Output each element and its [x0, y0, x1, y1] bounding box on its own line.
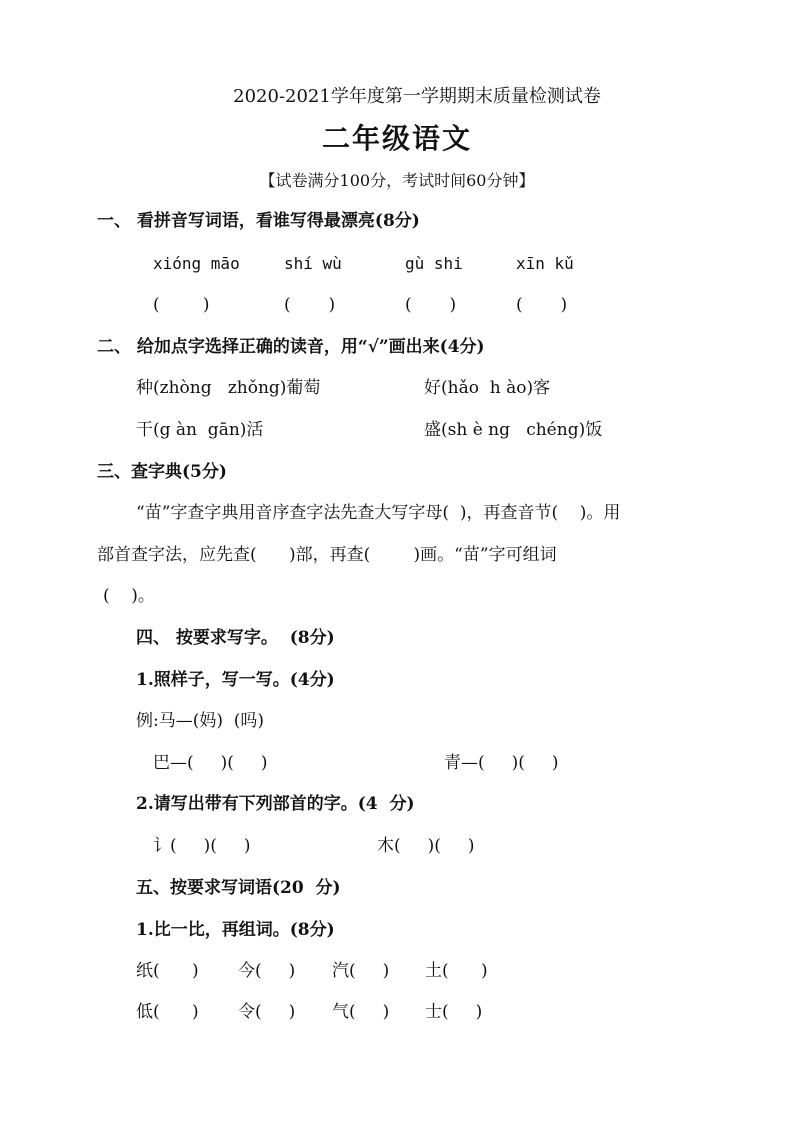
pinyin-2: shí wù	[284, 254, 342, 273]
dictionary-paragraph-line-1[interactable]: “苗”字查字典用音序查字法先查大写字母( )，再查音节( )。用	[136, 503, 621, 523]
exam-title: 2020-2021学年度第一学期期末质量检测试卷	[233, 86, 601, 107]
reading-item-4[interactable]: 盛(sh è ng chéng)饭	[424, 420, 603, 440]
answer-blank-1[interactable]: ( )	[153, 295, 210, 315]
answer-blank-2[interactable]: ( )	[284, 295, 336, 315]
section4-part2-title: 2.请写出带有下列部首的字。(4 分)	[136, 794, 415, 814]
write-row-ba[interactable]: 巴—( )( )	[153, 753, 268, 773]
compare-word-shi[interactable]: 士( )	[425, 1002, 483, 1022]
section2-heading: 二、 给加点字选择正确的读音，用“√”画出来(4分)	[97, 337, 485, 357]
compare-word-qi-steam[interactable]: 汽( )	[332, 961, 390, 981]
dictionary-paragraph-line-3[interactable]: ( )。	[103, 586, 155, 606]
example-line: 例:马—(妈) (吗)	[136, 711, 265, 731]
radical-row-mu[interactable]: 木( )( )	[377, 836, 475, 856]
pinyin-3: gù shi	[405, 254, 463, 273]
write-row-qing[interactable]: 青—( )( )	[444, 753, 559, 773]
answer-blank-3[interactable]: ( )	[405, 295, 457, 315]
subject-title: 二年级语文	[321, 122, 472, 155]
reading-item-2[interactable]: 好(hǎo h ào)客	[424, 378, 551, 398]
compare-word-ling[interactable]: 令( )	[238, 1002, 296, 1022]
section4-heading: 四、 按要求写字。 (8分)	[136, 628, 335, 648]
compare-word-jin[interactable]: 今( )	[238, 961, 296, 981]
compare-word-qi-air[interactable]: 气( )	[332, 1002, 390, 1022]
radical-row-yan[interactable]: 讠( )( )	[153, 836, 251, 856]
pinyin-1: xióng māo	[153, 254, 240, 273]
reading-item-1[interactable]: 种(zhòng zhǒng)葡萄	[136, 378, 321, 398]
section5-part1-title: 1.比一比，再组词。(8分)	[136, 920, 335, 940]
answer-blank-4[interactable]: ( )	[516, 295, 568, 315]
reading-item-3[interactable]: 干(g àn gān)活	[136, 420, 264, 440]
pinyin-4: xīn kǔ	[516, 254, 574, 273]
compare-word-zhi[interactable]: 纸( )	[136, 961, 199, 981]
compare-word-di[interactable]: 低( )	[136, 1002, 199, 1022]
compare-word-tu[interactable]: 土( )	[425, 961, 488, 981]
section4-part1-title: 1.照样子，写一写。(4分)	[136, 670, 335, 690]
exam-note: 【试卷满分100分，考试时间60分钟】	[259, 171, 535, 190]
dictionary-paragraph-line-2[interactable]: 部首查字法，应先查( )部，再查( )画。“苗”字可组词	[97, 545, 557, 565]
section1-heading: 一、 看拼音写词语，看谁写得最漂亮(8分)	[97, 211, 420, 231]
section5-heading: 五、按要求写词语(20 分)	[136, 878, 341, 898]
section3-heading: 三、查字典(5分)	[97, 462, 227, 482]
